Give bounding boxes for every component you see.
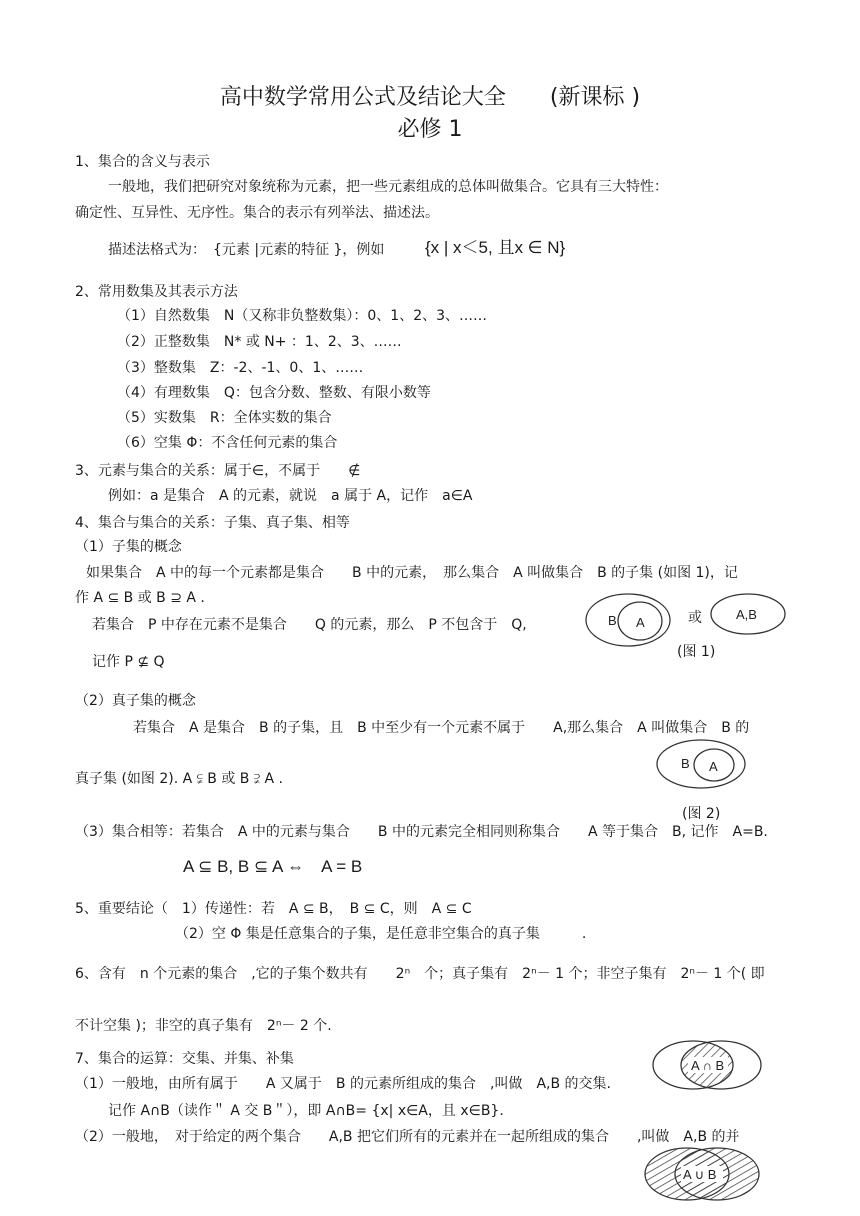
subset-subheading: （1）子集的概念 — [75, 539, 182, 555]
description-format-label: 描述法格式为： {元素 |元素的特征 }，例如 — [108, 242, 385, 258]
section-5-line-1: 5、重要结论（ 1）传递性：若 A ⊆ B， B ⊆ C，则 A ⊆ C — [75, 901, 472, 917]
proper-subset-para-1: 若集合 A 是集合 B 的子集，且 B 中至少有一个元素不属于 A,那么集合 A 叫做集合 B 的 — [133, 720, 750, 736]
proper-subset-para-2: 真子集 (如图 2). A ⫋ B 或 B ⫌ A . — [75, 771, 283, 787]
set-equality-formula: A ⊆ B, B ⊆ A ⇔ A = B — [183, 857, 363, 876]
number-set-item: （1）自然数集 N（又称非负整数集）：0、1、2、3、…… — [117, 308, 488, 324]
number-set-item: （3）整数集 Z：-2、-1、0、1、…… — [117, 360, 364, 376]
fig2-label-a: A — [709, 759, 718, 774]
number-set-item: （5）实数集 R：全体实数的集合 — [117, 410, 332, 426]
fig1-label-ab: A,B — [736, 607, 757, 622]
doc-title: 高中数学常用公式及结论大全 (新课标 ) — [219, 85, 641, 110]
subset-para-2: 作 A ⊆ B 或 B ⊇ A . — [75, 590, 205, 606]
section-1-para-2: 确定性、互异性、无序性。集合的表示有列举法、描述法。 — [75, 205, 439, 221]
figure-1-venn — [580, 588, 790, 650]
subset-para-1: 如果集合 A 中的每一个元素都是集合 B 中的元素， 那么集合 A 叫做集合 B 的子集 (如图 1)，记 — [86, 565, 738, 581]
section-6-line-2: 不计空集 )；非空的真子集有 2ⁿ－ 2 个. — [75, 1018, 332, 1034]
number-set-item: （4）有理数集 Q：包含分数、整数、有限小数等 — [117, 385, 431, 401]
intersection-para-1: （1）一般地，由所有属于 A 又属于 B 的元素所组成的集合 ,叫做 A,B 的交集. — [75, 1076, 611, 1092]
section-3-heading: 3、元素与集合的关系：属于∈，不属于 ∉ — [75, 463, 361, 479]
intersection-venn — [645, 1038, 771, 1092]
intersection-label: A ∩ B — [691, 1058, 725, 1073]
fig1-label-a: A — [636, 615, 645, 630]
description-example: {x | x＜5, 且x ∈ N} — [425, 238, 566, 257]
number-set-item: （6）空集 Φ：不含任何元素的集合 — [117, 435, 338, 451]
fig2-label-b: B — [681, 756, 690, 771]
figure-1-caption: (图 1) — [677, 644, 716, 660]
section-2-heading: 2、常用数集及其表示方法 — [75, 284, 238, 300]
doc-subtitle: 必修 1 — [397, 117, 463, 142]
fig1-or: 或 — [688, 609, 702, 625]
proper-subset-subheading: （2）真子集的概念 — [75, 693, 196, 709]
section-1-heading: 1、集合的含义与表示 — [75, 154, 210, 170]
union-para-1: （2）一般地， 对于给定的两个集合 A,B 把它们所有的元素并在一起所组成的集合 ,叫做 A,B 的并 — [75, 1129, 740, 1145]
figure-2-caption: (图 2) — [682, 806, 721, 822]
union-venn — [637, 1144, 767, 1202]
intersection-para-2: 记作 A∩B（读作＂ A 交 B＂），即 A∩B= {x| x∈A，且 x∈B}. — [108, 1103, 504, 1119]
fig1-label-b: B — [608, 613, 617, 628]
figure-2-venn — [655, 738, 750, 790]
section-1-para-1: 一般地，我们把研究对象统称为元素，把一些元素组成的总体叫做集合。它具有三大特性： — [108, 179, 668, 195]
set-equality-para: （3）集合相等：若集合 A 中的元素与集合 B 中的元素完全相同则称集合 A 等于集合 B, 记作 A=B. — [75, 824, 768, 840]
subset-para-3: 若集合 P 中存在元素不是集合 Q 的元素，那么 P 不包含于 Q, — [92, 617, 527, 633]
section-5-line-2: （2）空 Φ 集是任意集合的子集，是任意非空集合的真子集 . — [175, 926, 587, 942]
union-label: A ∪ B — [683, 1167, 717, 1182]
section-6-line-1: 6、含有 n 个元素的集合 ,它的子集个数共有 2ⁿ 个；真子集有 2ⁿ－ 1 个；非空子集有 2ⁿ－ 1 个( 即 — [75, 966, 765, 982]
section-3-example: 例如：a 是集合 A 的元素，就说 a 属于 A，记作 a∈A — [108, 488, 473, 504]
number-set-item: （2）正整数集 N* 或 N+ ：1、2、3、…… — [117, 334, 402, 350]
subset-para-4: 记作 P ⊈ Q — [92, 654, 165, 670]
section-4-heading: 4、集合与集合的关系：子集、真子集、相等 — [75, 515, 350, 531]
section-7-heading: 7、集合的运算：交集、并集、补集 — [75, 1051, 294, 1067]
